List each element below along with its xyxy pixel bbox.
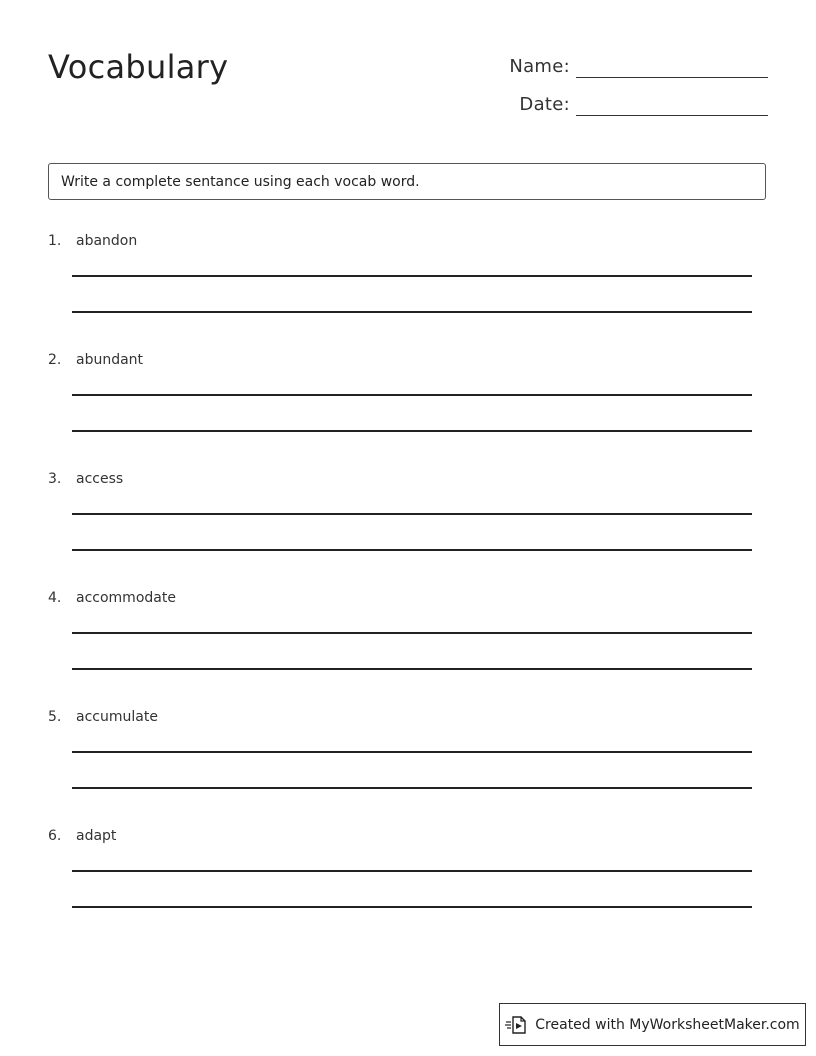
item-number: 1. [48,233,62,249]
answer-line[interactable] [72,549,752,551]
item-number: 6. [48,828,62,844]
item-word: accumulate [76,709,158,725]
answer-line[interactable] [72,513,752,515]
item-number: 2. [48,352,62,368]
footer-badge[interactable] [499,1003,806,1046]
item-word: adapt [76,828,117,844]
vocab-item [48,828,768,918]
answer-line[interactable] [72,906,752,908]
name-field-line[interactable] [576,77,768,78]
answer-line[interactable] [72,275,752,277]
vocab-item [48,471,768,561]
page-title: Vocabulary [48,48,229,86]
answer-line[interactable] [72,311,752,313]
instructions-box: Write a complete sentance using each vocab word. [48,163,766,200]
answer-line[interactable] [72,430,752,432]
vocab-item [48,709,768,799]
name-label: Name: [509,56,570,77]
worksheet-maker-logo-icon [505,1014,527,1036]
item-word: abundant [76,352,144,368]
vocab-item [48,352,768,442]
answer-line[interactable] [72,751,752,753]
name-field-row [508,52,768,78]
answer-line[interactable] [72,787,752,789]
item-number: 5. [48,709,62,725]
date-field-row [508,90,768,116]
item-word: abandon [76,233,138,249]
vocab-item [48,233,768,323]
vocab-item [48,590,768,680]
answer-line[interactable] [72,632,752,634]
item-word: access [76,471,124,487]
footer-text: Created with MyWorksheetMaker.com [535,1016,800,1033]
item-number: 4. [48,590,62,606]
item-word: accommodate [76,590,176,606]
date-label: Date: [519,94,570,115]
answer-line[interactable] [72,870,752,872]
answer-line[interactable] [72,394,752,396]
answer-line[interactable] [72,668,752,670]
date-field-line[interactable] [576,115,768,116]
item-number: 3. [48,471,62,487]
